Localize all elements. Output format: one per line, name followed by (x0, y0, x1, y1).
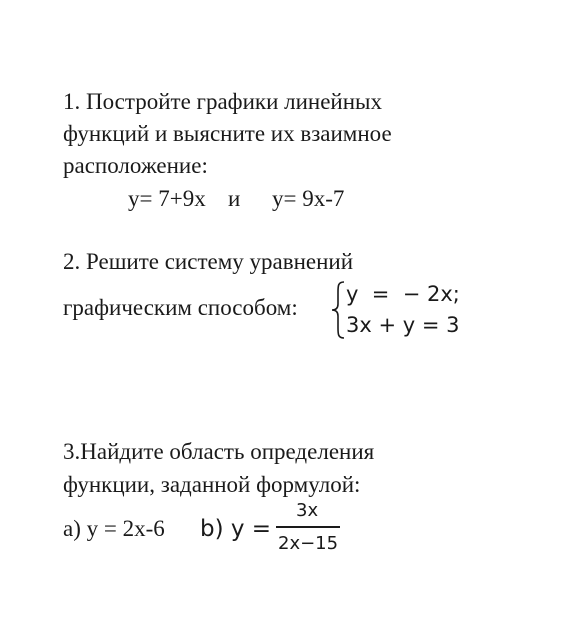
system-equation-2: 3x + y = 3 (346, 313, 460, 337)
task2-line1: 2. Решите систему уравнений (63, 249, 354, 274)
fraction-denominator: 2x−15 (278, 533, 339, 554)
task3-line1: 3.Найдите область определения (63, 439, 375, 464)
fraction-bar (276, 526, 340, 528)
task1-line3: расположение: (63, 153, 208, 178)
task1-equation-1: y= 7+9x (128, 186, 206, 211)
task3-part-b-label: b) y = (200, 516, 272, 542)
task1-equation-2: y= 9x-7 (272, 186, 345, 211)
task3-line2: функции, заданной формулой: (63, 472, 361, 497)
task3-part-a: а) y = 2x-6 (63, 516, 165, 541)
task1-conjunction: и (228, 186, 241, 211)
task1-line2: функций и выясните их взаимное (63, 121, 392, 146)
system-equation-1: y = − 2x; (346, 282, 460, 306)
task1-line1: 1. Постройте графики линейных (63, 89, 383, 114)
fraction-numerator: 3x (296, 500, 319, 521)
task2-line2: графическим способом: (63, 295, 298, 320)
